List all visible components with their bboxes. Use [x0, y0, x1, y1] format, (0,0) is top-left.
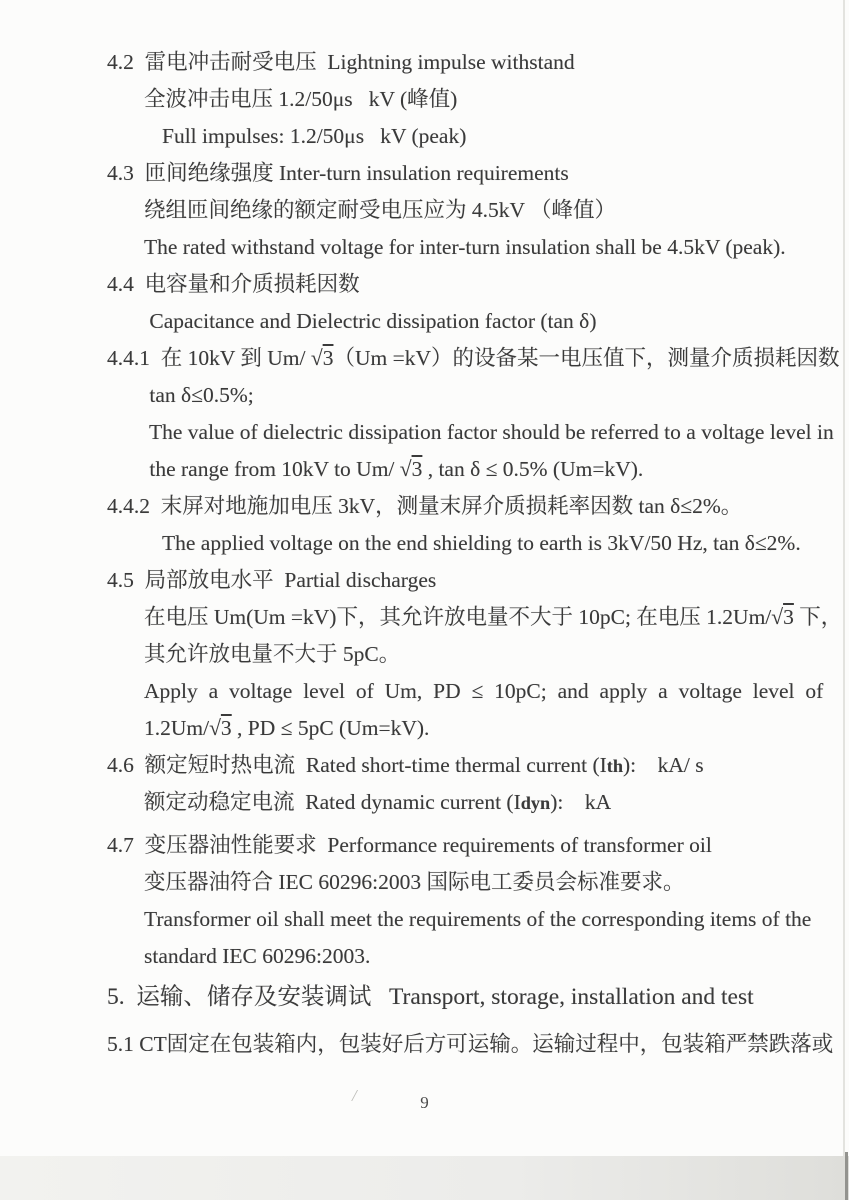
text-segment: The value of dielectric dissipation factor should be referred to a voltage level in: [144, 420, 834, 444]
text-segment: 4.3 匝间绝缘强度 Inter-turn insulation requirements: [107, 161, 569, 185]
text-line: [0, 192, 849, 229]
paper-corner-shadow: [845, 1152, 848, 1200]
text-segment: 额定动稳定电流 Rated dynamic current (I: [144, 790, 521, 814]
text-segment: 4.6 额定短时热电流 Rated short-time thermal current (I: [107, 753, 607, 777]
text-segment: 4.7 变压器油性能要求 Performance requirements of transformer oil: [107, 833, 712, 857]
text-line: [0, 81, 849, 118]
text-segment: 绕组匝间绝缘的额定耐受电压应为 4.5kV （峰值）: [144, 198, 617, 222]
radical-index: 3: [783, 605, 794, 629]
text-segment: 4.4.1 在 10kV 到 Um/: [107, 346, 311, 370]
text-segment: 4.4 电容量和介质损耗因数: [107, 272, 360, 296]
text-line: [0, 636, 849, 673]
text-line: [0, 414, 849, 451]
text-line: [0, 118, 849, 155]
text-line: [0, 864, 849, 901]
text-line: [0, 377, 849, 414]
scan-artifact: /: [352, 1086, 357, 1105]
text-segment: 全波冲击电压 1.2/50μs kV (峰值): [144, 87, 458, 111]
text-segment: 4.4.2 末屏对地施加电压 3kV，测量末屏介质损耗率因数 tan δ≤2%。: [107, 494, 743, 518]
text-line: [0, 710, 849, 747]
text-segment: tan δ≤0.5%;: [144, 383, 254, 407]
document-body: [0, 44, 849, 1063]
text-line: [0, 525, 849, 562]
text-segment: 4.5 局部放电水平 Partial discharges: [107, 568, 437, 592]
text-segment: √: [771, 605, 784, 629]
text-segment: The applied voltage on the end shielding to earth is 3kV/50 Hz, tan δ≤2%.: [162, 531, 801, 555]
text-segment: 5.1 CT固定在包装箱内，包装好后方可运输。运输过程中，包装箱严禁跌落或: [107, 1032, 834, 1056]
text-line: [0, 747, 849, 784]
text-line: [0, 1026, 849, 1063]
text-segment: Capacitance and Dielectric dissipation factor (tan δ): [144, 309, 597, 333]
scan-background: [0, 1156, 849, 1200]
text-segment: Transformer oil shall meet the requirements of the corresponding items of the: [144, 907, 812, 931]
text-segment: 下，: [793, 605, 843, 629]
text-line: [0, 340, 849, 377]
text-segment: standard IEC 60296:2003.: [144, 944, 371, 968]
text-segment: 1.2Um/: [144, 716, 210, 740]
text-segment: ): kA: [550, 790, 612, 814]
text-segment: 5. 运输、储存及安装调试 Transport, storage, installation and test: [107, 984, 754, 1010]
text-line: [0, 673, 849, 710]
text-line: [0, 901, 849, 938]
text-line: [0, 938, 849, 975]
text-segment: √: [310, 346, 323, 370]
text-segment: 4.2 雷电冲击耐受电压 Lightning impulse withstand: [107, 50, 575, 74]
text-segment: （Um =kV）的设备某一电压值下，测量介质损耗因数: [333, 346, 840, 370]
text-line: [0, 266, 849, 303]
text-line: [0, 562, 849, 599]
text-segment: √: [399, 457, 412, 481]
text-line: [0, 44, 849, 81]
text-line: [0, 229, 849, 266]
text-segment: The rated withstand voltage for inter-turn insulation shall be 4.5kV (peak).: [144, 235, 786, 259]
text-line: [0, 488, 849, 525]
radical-index: 3: [322, 346, 334, 370]
text-line: [0, 155, 849, 192]
text-segment: Full impulses: 1.2/50μs kV (peak): [162, 124, 467, 148]
text-segment: 其允许放电量不大于 5pC。: [144, 642, 401, 666]
text-segment: Apply a voltage level of Um, PD ≤ 10pC; and apply a voltage level of: [144, 679, 824, 703]
text-line: [0, 784, 849, 821]
text-line: [0, 303, 849, 340]
text-line: [0, 599, 849, 636]
text-line: [0, 979, 849, 1016]
text-segment: the range from 10kV to Um/: [144, 457, 400, 481]
text-segment: , tan δ ≤ 0.5% (Um=kV).: [422, 457, 644, 481]
radical-index: 3: [411, 457, 423, 481]
text-segment: dyn: [520, 793, 551, 813]
text-line: [0, 451, 849, 488]
text-segment: √: [209, 716, 221, 740]
radical-index: 3: [220, 716, 232, 740]
text-segment: , PD ≤ 5pC (Um=kV).: [231, 716, 430, 740]
page-number: 9: [420, 1093, 429, 1112]
text-segment: th: [606, 756, 624, 776]
text-segment: 在电压 Um(Um =kV)下，其允许放电量不大于 10pC; 在电压 1.2Um/: [144, 605, 772, 629]
text-segment: ): kA/ s: [623, 753, 704, 777]
text-segment: 变压器油符合 IEC 60296:2003 国际电工委员会标准要求。: [144, 870, 685, 894]
text-line: [0, 827, 849, 864]
paper-edge: [843, 0, 845, 1156]
